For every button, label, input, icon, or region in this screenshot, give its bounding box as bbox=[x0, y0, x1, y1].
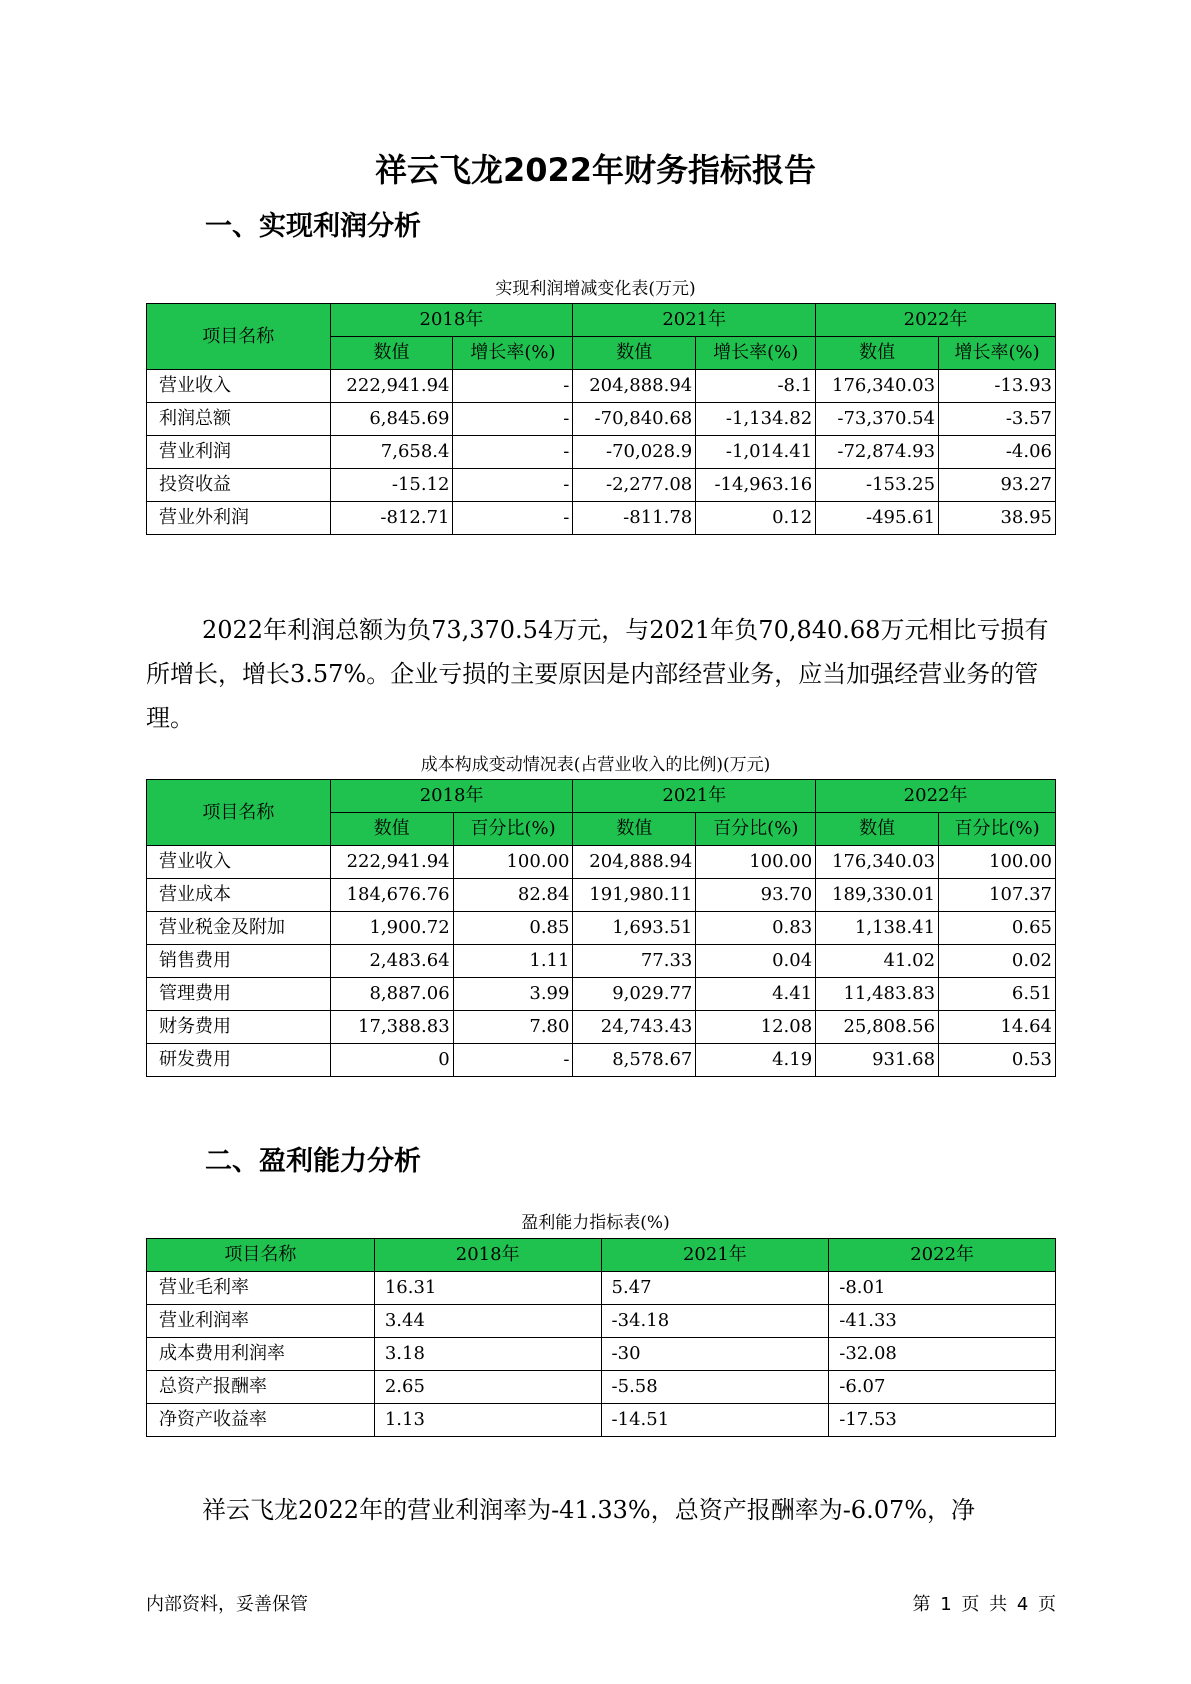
col-item-header: 项目名称 bbox=[147, 1239, 375, 1272]
rate-subheader: 增长率(%) bbox=[453, 337, 573, 370]
cost-structure-table bbox=[146, 779, 1056, 1077]
table-row bbox=[147, 436, 1056, 469]
table-cell: 176,340.03 bbox=[816, 846, 939, 879]
table-cell: 11,483.83 bbox=[816, 978, 939, 1011]
footer-confidential: 内部资料，妥善保管 bbox=[146, 1594, 308, 1615]
table-cell: - bbox=[453, 469, 573, 502]
section1-heading: 一、实现利润分析 bbox=[205, 211, 421, 242]
row-label: 总资产报酬率 bbox=[147, 1371, 375, 1404]
table-cell: -72,874.93 bbox=[816, 436, 939, 469]
table-cell: 6,845.69 bbox=[330, 403, 453, 436]
profit-analysis-paragraph: 2022年利润总额为负73,370.54万元，与2021年负70,840.68万元相比亏损有所增长，增长3.57%。企业亏损的主要原因是内部经营业务，应当加强经营业务的管理。 bbox=[146, 616, 1049, 732]
table-cell: 7.80 bbox=[453, 1011, 573, 1044]
table-cell: 204,888.94 bbox=[573, 370, 696, 403]
row-label: 研发费用 bbox=[147, 1044, 331, 1077]
table-cell: 100.00 bbox=[696, 846, 816, 879]
table-row bbox=[147, 978, 1056, 1011]
table-cell: 189,330.01 bbox=[816, 879, 939, 912]
table-cell: 25,808.56 bbox=[816, 1011, 939, 1044]
table-row bbox=[147, 403, 1056, 436]
table-row bbox=[147, 1371, 1056, 1404]
table-cell: 1,138.41 bbox=[816, 912, 939, 945]
table-cell: 8,578.67 bbox=[573, 1044, 696, 1077]
table-cell: - bbox=[453, 370, 573, 403]
row-label: 营业税金及附加 bbox=[147, 912, 331, 945]
table-cell: 8,887.06 bbox=[330, 978, 453, 1011]
table-cell: 0.85 bbox=[453, 912, 573, 945]
table-cell: -15.12 bbox=[330, 469, 453, 502]
table-cell: 0 bbox=[330, 1044, 453, 1077]
row-label: 营业利润率 bbox=[147, 1305, 375, 1338]
rate-subheader: 增长率(%) bbox=[696, 337, 816, 370]
table-cell: 0.12 bbox=[696, 502, 816, 535]
table-cell: -14,963.16 bbox=[696, 469, 816, 502]
row-label: 销售费用 bbox=[147, 945, 331, 978]
table-cell: - bbox=[453, 436, 573, 469]
profit-table-body bbox=[147, 370, 1056, 535]
table-cell: -14.51 bbox=[601, 1404, 829, 1437]
table-cell: 0.53 bbox=[939, 1044, 1056, 1077]
table-cell: 6.51 bbox=[939, 978, 1056, 1011]
table-cell: 222,941.94 bbox=[330, 370, 453, 403]
table-cell: 176,340.03 bbox=[816, 370, 939, 403]
profitability-paragraph: 祥云飞龙2022年的营业利润率为-41.33%，总资产报酬率为-6.07%，净 bbox=[202, 1496, 976, 1524]
year-header: 2018年 bbox=[330, 780, 573, 813]
table-row bbox=[147, 502, 1056, 535]
table-cell: 82.84 bbox=[453, 879, 573, 912]
table-cell: 931.68 bbox=[816, 1044, 939, 1077]
table-cell: -3.57 bbox=[939, 403, 1056, 436]
table-cell: -73,370.54 bbox=[816, 403, 939, 436]
table-cell: -34.18 bbox=[601, 1305, 829, 1338]
table-row bbox=[147, 846, 1056, 879]
col-item-header: 项目名称 bbox=[147, 780, 331, 846]
table-cell: -8.1 bbox=[696, 370, 816, 403]
table-cell: -812.71 bbox=[330, 502, 453, 535]
table-row bbox=[147, 469, 1056, 502]
cost-table-caption: 成本构成变动情况表(占营业收入的比例)(万元) bbox=[420, 755, 771, 775]
table-row bbox=[147, 1011, 1056, 1044]
table-cell: -495.61 bbox=[816, 502, 939, 535]
table-cell: 3.99 bbox=[453, 978, 573, 1011]
year-header: 2021年 bbox=[573, 304, 816, 337]
table-cell: 16.31 bbox=[374, 1272, 601, 1305]
table-cell: -41.33 bbox=[829, 1305, 1056, 1338]
table-cell: -2,277.08 bbox=[573, 469, 696, 502]
table-cell: 93.70 bbox=[696, 879, 816, 912]
table-row bbox=[147, 879, 1056, 912]
profitability-table bbox=[146, 1238, 1056, 1437]
section2-heading: 二、盈利能力分析 bbox=[205, 1146, 421, 1177]
value-subheader: 数值 bbox=[330, 337, 453, 370]
year-header: 2022年 bbox=[816, 780, 1056, 813]
table-cell: - bbox=[453, 502, 573, 535]
table-cell: 3.18 bbox=[374, 1338, 601, 1371]
table-cell: 3.44 bbox=[374, 1305, 601, 1338]
table-cell: 100.00 bbox=[939, 846, 1056, 879]
table-cell: 0.83 bbox=[696, 912, 816, 945]
table-cell: -70,840.68 bbox=[573, 403, 696, 436]
table-row bbox=[147, 912, 1056, 945]
table-cell: -1,134.82 bbox=[696, 403, 816, 436]
table-row bbox=[147, 1272, 1056, 1305]
document-title: 祥云飞龙2022年财务指标报告 bbox=[374, 151, 817, 189]
table-row bbox=[147, 1404, 1056, 1437]
row-label: 利润总额 bbox=[147, 403, 331, 436]
row-label: 投资收益 bbox=[147, 469, 331, 502]
table-cell: -1,014.41 bbox=[696, 436, 816, 469]
value-subheader: 数值 bbox=[330, 813, 453, 846]
row-label: 营业外利润 bbox=[147, 502, 331, 535]
table-cell: 38.95 bbox=[939, 502, 1056, 535]
profitability-table-caption: 盈利能力指标表(%) bbox=[521, 1213, 670, 1233]
table-cell: 0.02 bbox=[939, 945, 1056, 978]
table-cell: 184,676.76 bbox=[330, 879, 453, 912]
table-cell: 77.33 bbox=[573, 945, 696, 978]
table-cell: 12.08 bbox=[696, 1011, 816, 1044]
profitability-table-body bbox=[147, 1272, 1056, 1437]
table-cell: 1.11 bbox=[453, 945, 573, 978]
pct-subheader: 百分比(%) bbox=[453, 813, 573, 846]
table-cell: 4.41 bbox=[696, 978, 816, 1011]
row-label: 营业毛利率 bbox=[147, 1272, 375, 1305]
year-header: 2018年 bbox=[330, 304, 573, 337]
year-header: 2022年 bbox=[829, 1239, 1056, 1272]
row-label: 营业成本 bbox=[147, 879, 331, 912]
table-cell: 107.37 bbox=[939, 879, 1056, 912]
row-label: 财务费用 bbox=[147, 1011, 331, 1044]
table-cell: 4.19 bbox=[696, 1044, 816, 1077]
profit-table-caption: 实现利润增减变化表(万元) bbox=[495, 279, 696, 299]
year-header: 2021年 bbox=[573, 780, 816, 813]
table-cell: -5.58 bbox=[601, 1371, 829, 1404]
table-cell: 41.02 bbox=[816, 945, 939, 978]
table-cell: 100.00 bbox=[453, 846, 573, 879]
pct-subheader: 百分比(%) bbox=[696, 813, 816, 846]
table-cell: 2.65 bbox=[374, 1371, 601, 1404]
table-cell: -17.53 bbox=[829, 1404, 1056, 1437]
table-cell: -6.07 bbox=[829, 1371, 1056, 1404]
row-label: 管理费用 bbox=[147, 978, 331, 1011]
row-label: 营业利润 bbox=[147, 436, 331, 469]
table-cell: 0.04 bbox=[696, 945, 816, 978]
table-cell: 7,658.4 bbox=[330, 436, 453, 469]
table-cell: 17,388.83 bbox=[330, 1011, 453, 1044]
table-cell: -32.08 bbox=[829, 1338, 1056, 1371]
year-header: 2021年 bbox=[601, 1239, 829, 1272]
table-cell: -30 bbox=[601, 1338, 829, 1371]
year-header: 2018年 bbox=[374, 1239, 601, 1272]
table-cell: 1,693.51 bbox=[573, 912, 696, 945]
table-cell: 9,029.77 bbox=[573, 978, 696, 1011]
table-cell: 1.13 bbox=[374, 1404, 601, 1437]
value-subheader: 数值 bbox=[573, 813, 696, 846]
table-row bbox=[147, 1044, 1056, 1077]
table-row bbox=[147, 1338, 1056, 1371]
table-cell: 2,483.64 bbox=[330, 945, 453, 978]
table-cell: 93.27 bbox=[939, 469, 1056, 502]
cost-table-body bbox=[147, 846, 1056, 1077]
profit-change-table bbox=[146, 303, 1056, 535]
table-cell: -153.25 bbox=[816, 469, 939, 502]
col-item-header: 项目名称 bbox=[147, 304, 331, 370]
table-row bbox=[147, 1305, 1056, 1338]
table-cell: -811.78 bbox=[573, 502, 696, 535]
table-cell: -13.93 bbox=[939, 370, 1056, 403]
year-header: 2022年 bbox=[816, 304, 1056, 337]
table-cell: 0.65 bbox=[939, 912, 1056, 945]
value-subheader: 数值 bbox=[573, 337, 696, 370]
table-cell: - bbox=[453, 403, 573, 436]
table-cell: - bbox=[453, 1044, 573, 1077]
table-cell: -70,028.9 bbox=[573, 436, 696, 469]
table-row bbox=[147, 945, 1056, 978]
table-cell: 191,980.11 bbox=[573, 879, 696, 912]
table-cell: 24,743.43 bbox=[573, 1011, 696, 1044]
row-label: 成本费用利润率 bbox=[147, 1338, 375, 1371]
row-label: 营业收入 bbox=[147, 370, 331, 403]
row-label: 净资产收益率 bbox=[147, 1404, 375, 1437]
table-cell: 1,900.72 bbox=[330, 912, 453, 945]
row-label: 营业收入 bbox=[147, 846, 331, 879]
table-cell: 5.47 bbox=[601, 1272, 829, 1305]
table-cell: -8.01 bbox=[829, 1272, 1056, 1305]
table-cell: 204,888.94 bbox=[573, 846, 696, 879]
table-cell: 222,941.94 bbox=[330, 846, 453, 879]
rate-subheader: 增长率(%) bbox=[939, 337, 1056, 370]
value-subheader: 数值 bbox=[816, 337, 939, 370]
table-row bbox=[147, 370, 1056, 403]
table-cell: 14.64 bbox=[939, 1011, 1056, 1044]
pct-subheader: 百分比(%) bbox=[939, 813, 1056, 846]
value-subheader: 数值 bbox=[816, 813, 939, 846]
table-cell: -4.06 bbox=[939, 436, 1056, 469]
footer-page-number: 第 1 页 共 4 页 bbox=[912, 1594, 1056, 1615]
